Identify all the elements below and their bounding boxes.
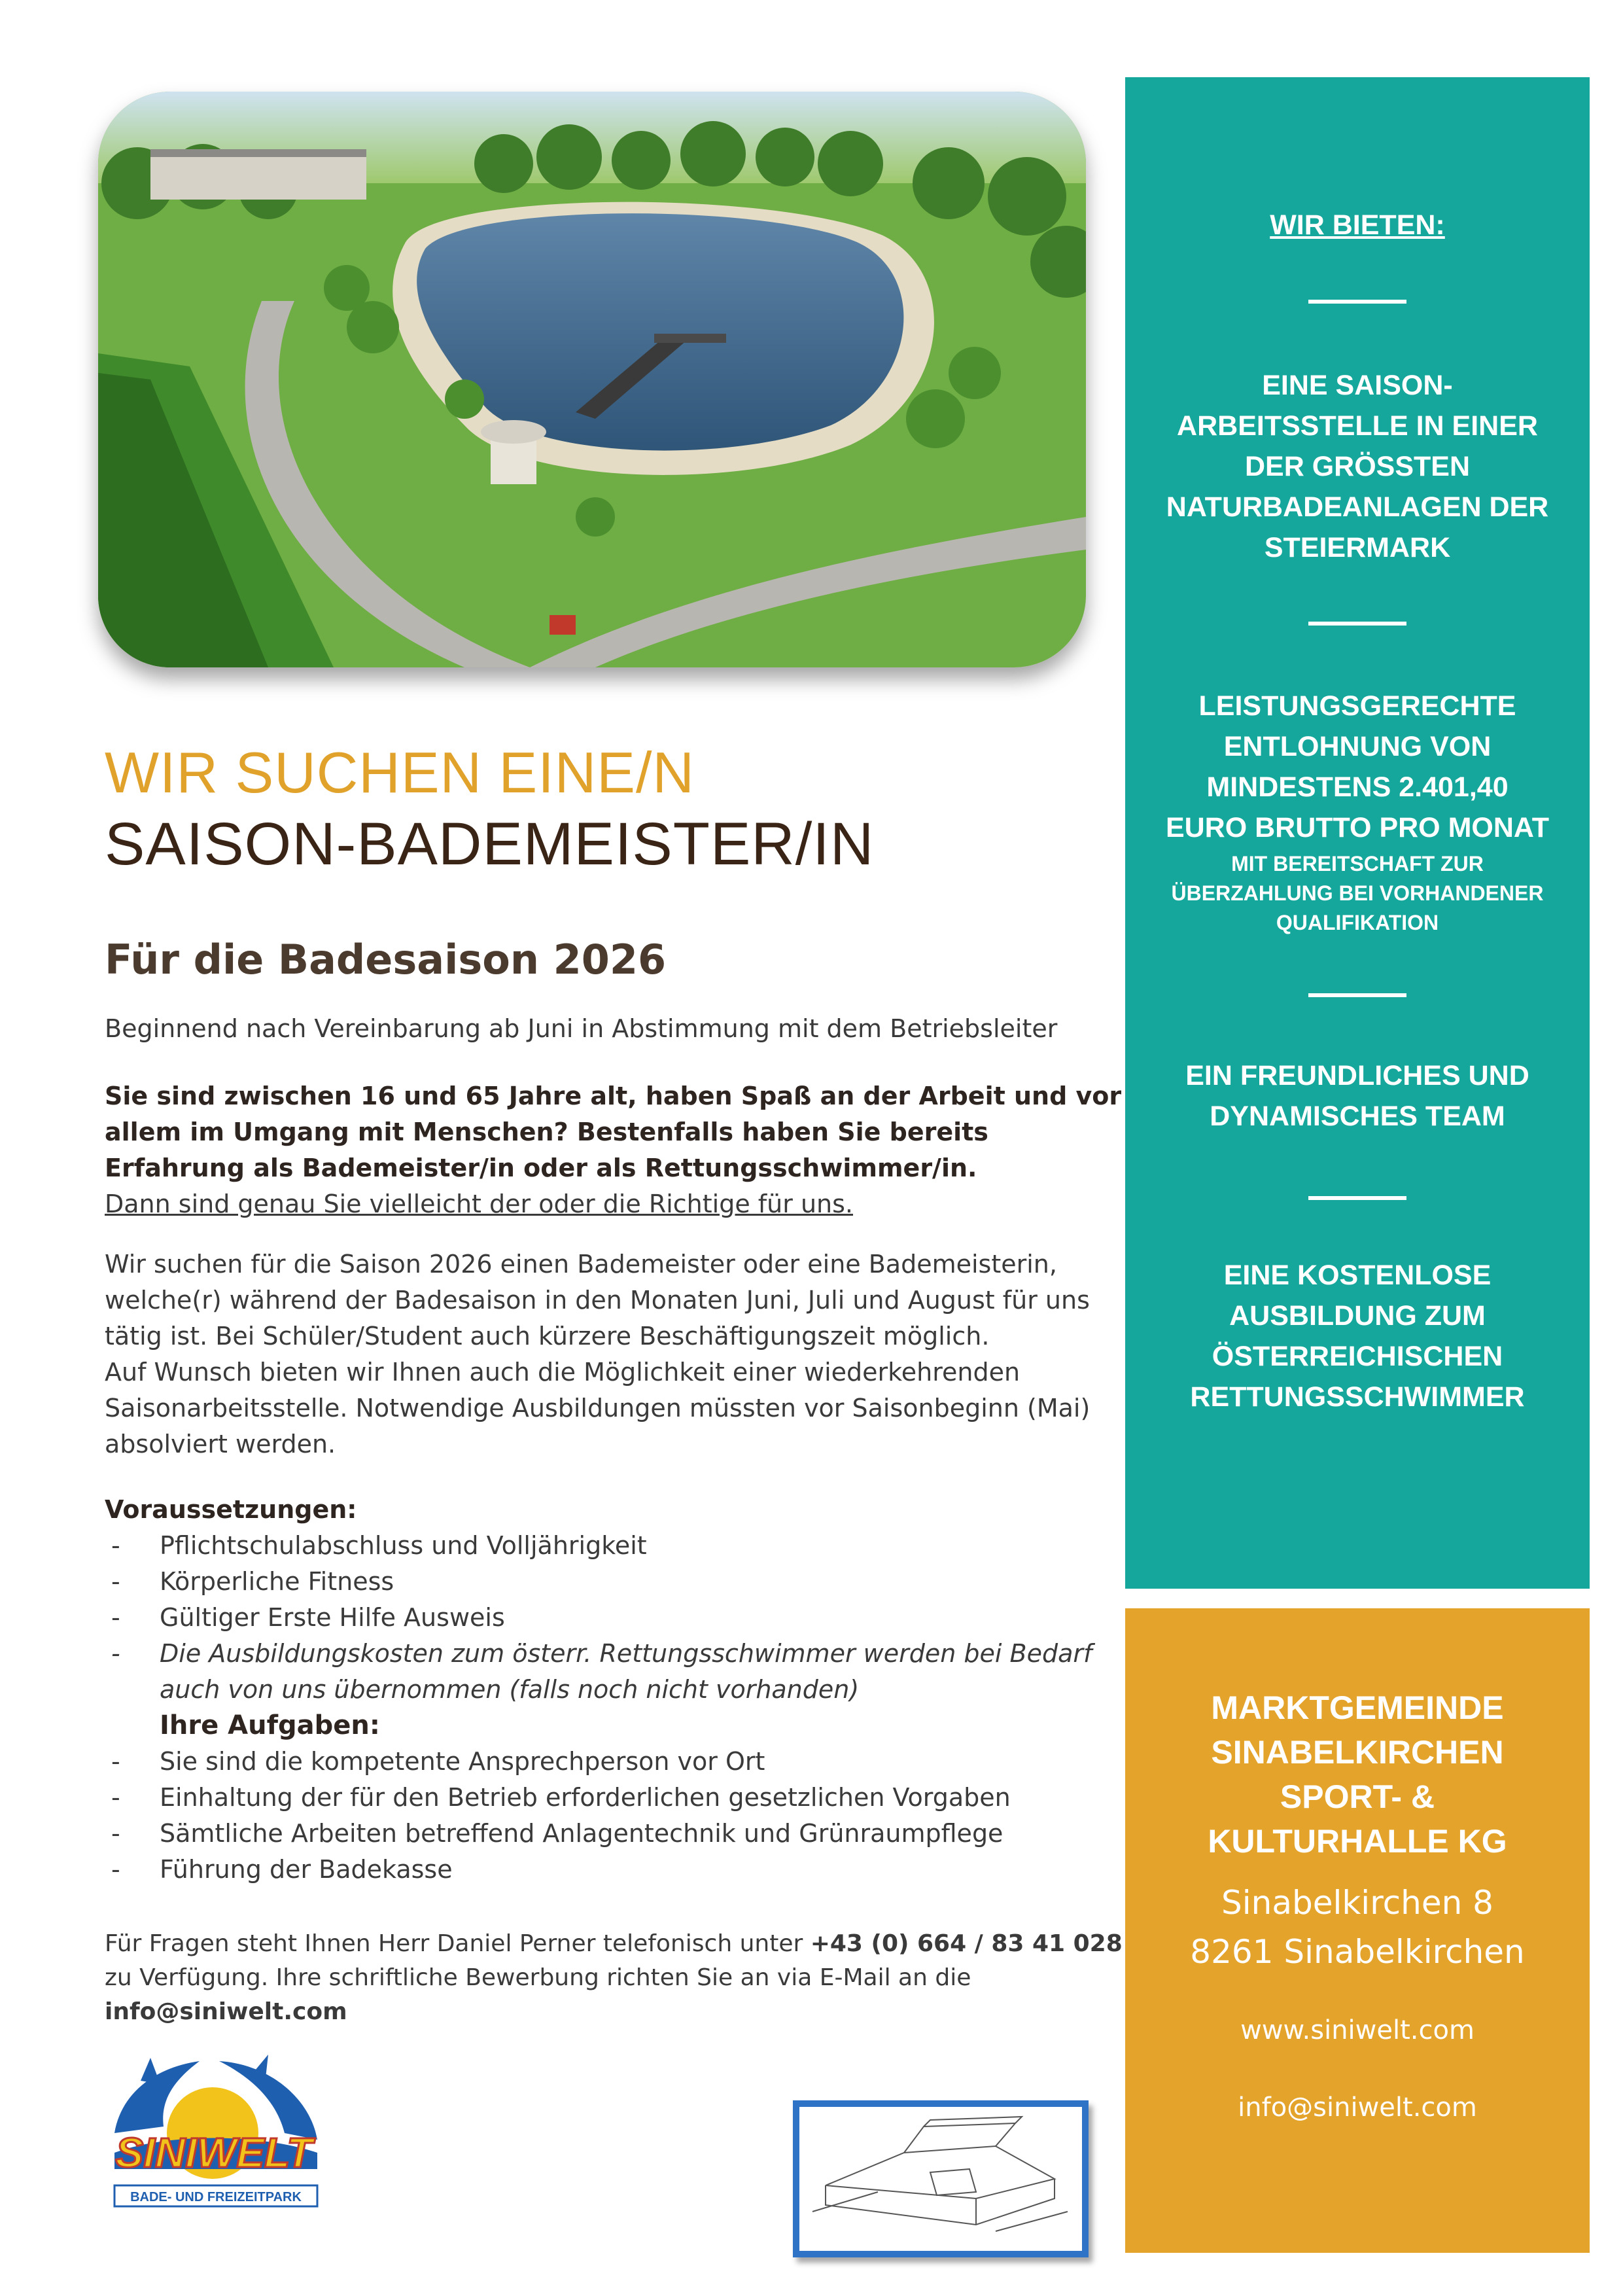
offer-item-salary-note: MIT BEREITSCHAFT ZUR ÜBERZAHLUNG BEI VORHANDENER QUALIFIKATION: [1171, 852, 1544, 934]
season-heading: Für die Badesaison 2026: [105, 936, 667, 983]
tasks-title: Ihre Aufgaben:: [160, 1710, 380, 1740]
description-p2: Auf Wunsch bieten wir Ihnen auch die Möglichkeit einer wiederkehrenden Saisonarbeitsstelle. Notwendige Ausbildungen müssten vor Saisonbeginn (Mai) absolviert werden.: [105, 1358, 1091, 1458]
separator: [1308, 993, 1406, 997]
contact-paragraph: [105, 1927, 1125, 2029]
offer-panel: [1125, 77, 1590, 1589]
list-item: - Pflichtschulabschluss und Volljährigkeit: [105, 1528, 1125, 1564]
description-paragraph: [105, 1246, 1125, 1462]
offer-title: WIR BIETEN:: [1270, 209, 1445, 241]
offer-item-training: EINE KOSTENLOSE AUSBILDUNG ZUM ÖSTERREICHISCHEN RETTUNGSSCHWIMMER: [1190, 1260, 1525, 1413]
requirements-list: [105, 1528, 1125, 1708]
list-item: - Sämtliche Arbeiten betreffend Anlagentechnik und Grünraumpflege: [105, 1816, 1125, 1852]
employer-panel: [1125, 1608, 1590, 2253]
contact-phone[interactable]: +43 (0) 664 / 83 41 028: [810, 1930, 1123, 1957]
requirements-section: [105, 1492, 1125, 1888]
aerial-photo-lake: [98, 92, 1086, 667]
separator: [1308, 622, 1406, 626]
employer-email-link[interactable]: info@siniwelt.com: [1238, 2093, 1477, 2123]
headline-job-title: SAISON-BADEMEISTER/IN: [105, 811, 875, 877]
list-item: - Führung der Badekasse: [105, 1852, 1125, 1888]
description-p1: Wir suchen für die Saison 2026 einen Bademeister oder eine Bademeisterin, welche(r) während der Badesaison in den Monaten Juni, Juli und August für uns tätig ist. Bei Schüler/Student auch kürzere Beschäftigungszeit möglich.: [105, 1250, 1090, 1351]
list-item: - Einhaltung der für den Betrieb erforderlichen gesetzlichen Vorgaben: [105, 1780, 1125, 1816]
start-date-text: Beginnend nach Vereinbarung ab Juni in Abstimmung mit dem Betriebsleiter: [105, 1014, 1058, 1043]
employer-website-link[interactable]: www.siniwelt.com: [1240, 2015, 1475, 2045]
intro-bold-text: Sie sind zwischen 16 und 65 Jahre alt, haben Spaß an der Arbeit und vor allem im Umgang mit Menschen? Bestenfalls haben Sie bereits Erfahrung als Bademeister/in oder als Rettungsschwimmer/in.: [105, 1082, 1122, 1182]
building-sketch: [793, 2100, 1089, 2257]
offer-item-salary: LEISTUNGSGERECHTE ENTLOHNUNG VON MINDESTENS 2.401,40 EURO BRUTTO PRO MONAT: [1165, 690, 1550, 843]
intro-paragraph: [105, 1078, 1125, 1222]
list-item: - Gültiger Erste Hilfe Ausweis: [105, 1600, 1125, 1636]
contact-text-2: zu Verfügung. Ihre schriftliche Bewerbung richten Sie an via E-Mail an die: [105, 1964, 971, 1991]
list-item: - Die Ausbildungskosten zum österr. Rettungsschwimmer werden bei Bedarf auch von uns übernommen (falls noch nicht vorhanden): [105, 1636, 1125, 1708]
intro-underline-text: Dann sind genau Sie vielleicht der oder die Richtige für uns.: [105, 1190, 854, 1218]
siniwelt-logo: [101, 2055, 327, 2225]
offer-item-seasonal-job: EINE SAISON-ARBEITSSTELLE IN EINER DER GRÖSSTEN NATURBADEANLAGEN DER STEIERMARK: [1166, 370, 1549, 563]
tasks-list: [105, 1744, 1125, 1888]
contact-text: Für Fragen steht Ihnen Herr Daniel Perner telefonisch unter: [105, 1930, 811, 1957]
separator: [1308, 300, 1406, 304]
requirements-title: Voraussetzungen:: [105, 1495, 357, 1524]
headline-we-seek: WIR SUCHEN EINE/N: [105, 740, 695, 805]
employer-street: Sinabelkirchen 8: [1221, 1884, 1493, 1922]
logo-tagline: BADE- UND FREIZEITPARK: [130, 2190, 302, 2204]
offer-item-team: EIN FREUNDLICHES UND DYNAMISCHES TEAM: [1185, 1060, 1529, 1132]
employer-city: 8261 Sinabelkirchen: [1190, 1933, 1525, 1971]
logo-wordmark: SINIWELT: [115, 2129, 313, 2176]
employer-name: MARKTGEMEINDE SINABELKIRCHEN SPORT- & KULTURHALLE KG: [1208, 1689, 1507, 1860]
separator: [1308, 1196, 1406, 1200]
list-item: - Körperliche Fitness: [105, 1564, 1125, 1600]
contact-email[interactable]: info@siniwelt.com: [105, 1998, 347, 2025]
list-item: - Sie sind die kompetente Ansprechperson vor Ort: [105, 1744, 1125, 1780]
